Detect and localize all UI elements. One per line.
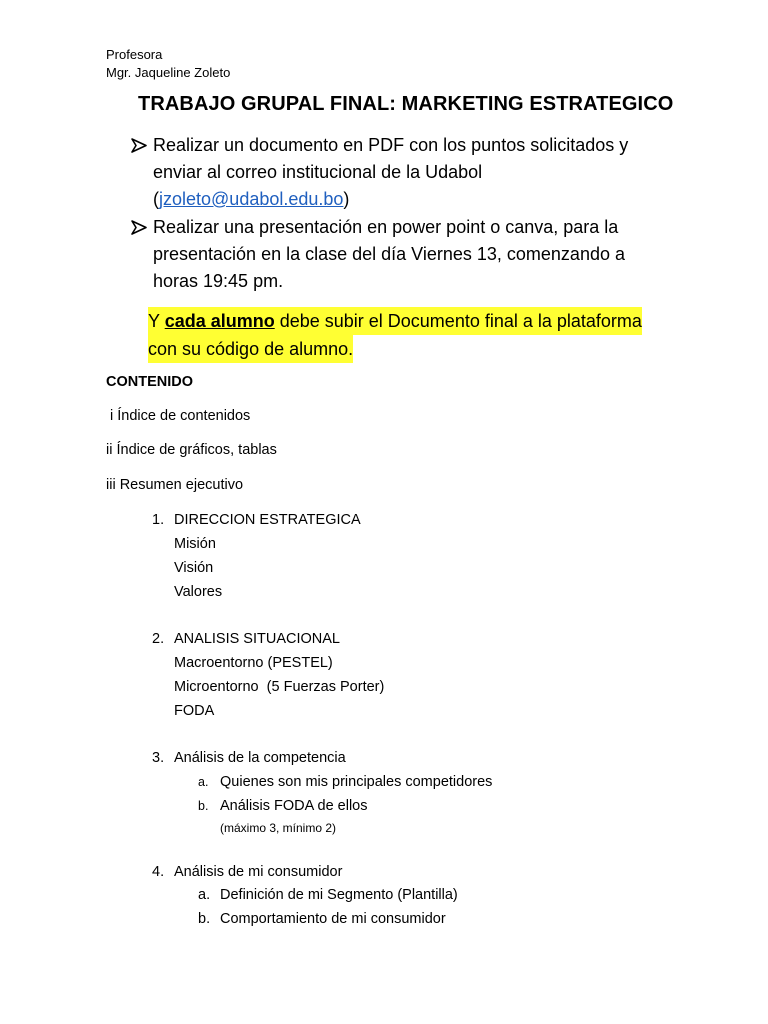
open-paren: ( xyxy=(153,189,159,209)
highlight-paragraph xyxy=(148,307,642,363)
section-item: Microentorno (5 Fuerzas Porter) xyxy=(174,679,385,695)
bullet-text-line: horas 19:45 pm. xyxy=(153,271,284,291)
subitem-letter: a. xyxy=(198,775,209,789)
header-name: Mgr. Jaqueline Zoleto xyxy=(106,65,231,80)
bullet-text-line: presentación en la clase del día Viernes 13, comenzando a xyxy=(153,244,625,264)
section-item: Macroentorno (PESTEL) xyxy=(174,655,333,671)
section-title: Análisis de mi consumidor xyxy=(174,864,343,880)
arrow-bullet-icon xyxy=(130,214,148,241)
section-item: FODA xyxy=(174,703,215,719)
close-paren: ) xyxy=(343,189,350,209)
header-role: Profesora xyxy=(106,47,163,62)
email-link[interactable]: jzoleto@udabol.edu.bo xyxy=(159,189,344,209)
contenido-heading: CONTENIDO xyxy=(106,374,193,390)
section-title: DIRECCION ESTRATEGICA xyxy=(174,512,361,528)
subitem-text: Comportamiento de mi consumidor xyxy=(220,911,446,927)
highlight-bold: cada alumno xyxy=(164,311,275,331)
section-title: Análisis de la competencia xyxy=(174,750,346,766)
arrow-bullet-icon xyxy=(130,132,148,159)
subitem-letter: a. xyxy=(198,887,211,903)
bullet-text-line: Realizar un documento en PDF con los puntos solicitados y xyxy=(153,135,629,155)
bullet-text-line: enviar al correo institucional de la Udabol xyxy=(153,162,483,182)
subitem-letter: b. xyxy=(198,799,209,813)
front-matter-item: iii Resumen ejecutivo xyxy=(106,477,244,493)
section-number: 4. xyxy=(152,864,165,880)
subitem-text: Quienes son mis principales competidores xyxy=(220,774,493,790)
front-matter-item: i Índice de contenidos xyxy=(106,408,251,424)
page-title: TRABAJO GRUPAL FINAL: MARKETING ESTRATEGICO xyxy=(138,93,674,115)
bullet-text-line: Realizar una presentación en power point o canva, para la xyxy=(153,217,619,237)
section-number: 1. xyxy=(152,512,165,528)
section-item: Misión xyxy=(174,536,216,552)
highlight-rest: debe subir el Documento final a la plataforma xyxy=(274,311,642,331)
section-number: 3. xyxy=(152,750,165,766)
section-number: 2. xyxy=(152,631,165,647)
front-matter-item: ii Índice de gráficos, tablas xyxy=(106,442,277,458)
highlight-y: Y xyxy=(148,311,165,331)
section-item: Visión xyxy=(174,560,214,576)
section-item: Valores xyxy=(174,584,223,600)
highlight-line-2: con su código de alumno. xyxy=(148,335,353,363)
subitem-text: Análisis FODA de ellos xyxy=(220,798,368,814)
section-title: ANALISIS SITUACIONAL xyxy=(174,631,340,647)
subitem-text: Definición de mi Segmento (Plantilla) xyxy=(220,887,458,903)
highlight-line-1 xyxy=(148,307,642,335)
subitem-note: (máximo 3, mínimo 2) xyxy=(220,821,337,835)
subitem-letter: b. xyxy=(198,911,211,927)
bullet-email-line xyxy=(153,186,628,213)
